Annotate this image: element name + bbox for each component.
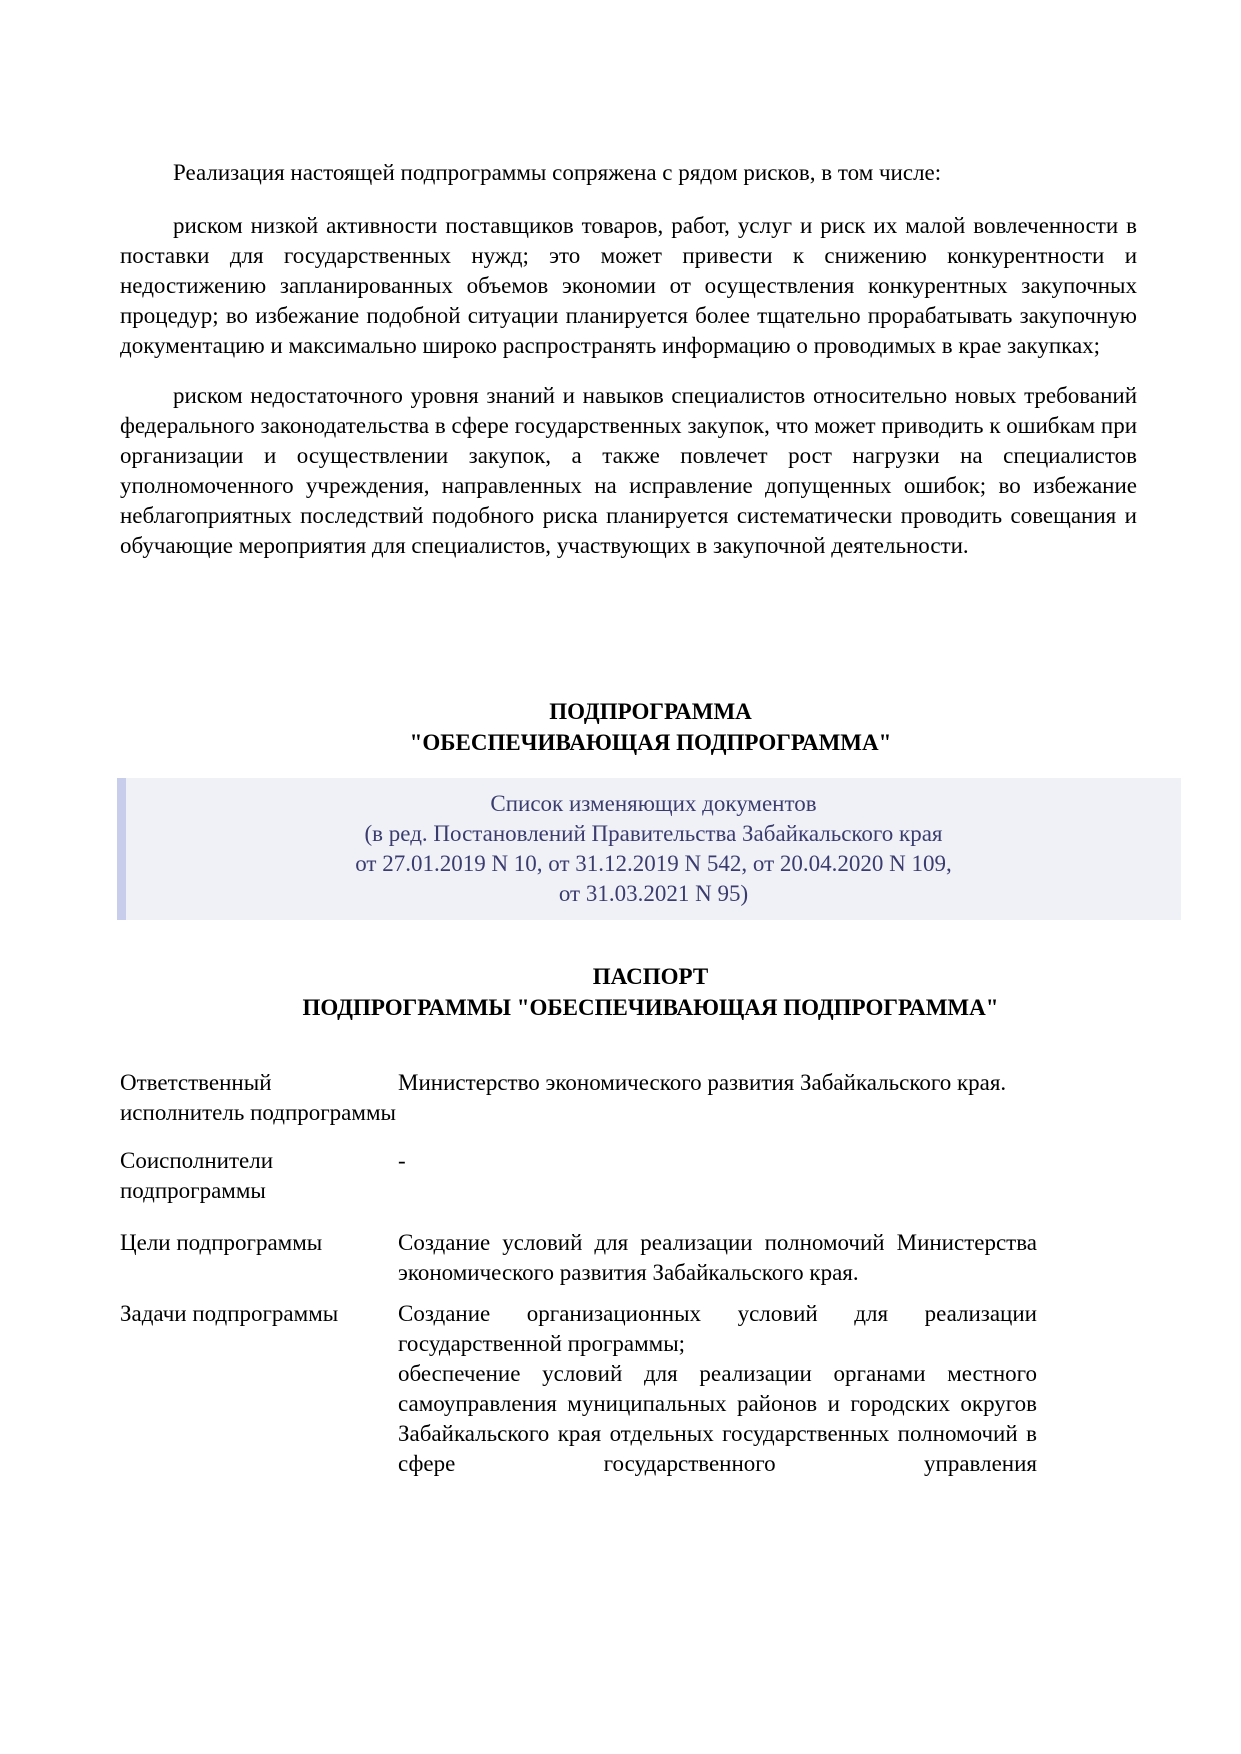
passport-row-coexecutors xyxy=(120,1146,1137,1206)
passport-row-goals xyxy=(120,1228,1137,1288)
subprogram-title xyxy=(120,696,1181,758)
subprogram-title-line2: "ОБЕСПЕЧИВАЮЩАЯ ПОДПРОГРАММА" xyxy=(409,730,892,755)
passport-row-executor xyxy=(120,1068,1137,1128)
row-label: Ответственный исполнитель подпрограммы xyxy=(120,1070,396,1125)
row-value xyxy=(398,1228,1037,1288)
subprogram-title-line1: ПОДПРОГРАММА xyxy=(549,699,752,724)
passport-row-tasks xyxy=(120,1299,1137,1479)
paragraph-risks-intro: Реализация настоящей подпрограммы сопряжена с рядом рисков, в том числе: xyxy=(173,160,942,185)
value-paragraph: Создание организационных условий для реализации государственной программы; xyxy=(398,1301,1037,1356)
passport-table xyxy=(120,1068,1137,1479)
row-value xyxy=(398,1299,1037,1479)
row-value xyxy=(398,1146,1037,1206)
value-paragraph: - xyxy=(398,1148,406,1173)
amendments-box xyxy=(117,778,1181,920)
row-label: Цели подпрограммы xyxy=(120,1230,323,1255)
amendments-line-2: (в ред. Постановлений Правительства Забайкальского края xyxy=(364,821,943,846)
amendments-line-3: от 27.01.2019 N 10, от 31.12.2019 N 542, от 20.04.2020 N 109, xyxy=(355,851,952,876)
value-paragraph: Министерство экономического развития Забайкальского края. xyxy=(398,1070,1007,1095)
passport-title xyxy=(120,961,1181,1023)
row-label: Задачи подпрограммы xyxy=(120,1301,339,1326)
value-paragraph: Создание условий для реализации полномочий Министерства экономического развития Забайкальского края. xyxy=(398,1230,1037,1285)
amendments-line-1: Список изменяющих документов xyxy=(490,791,817,816)
passport-title-line1: ПАСПОРТ xyxy=(592,964,709,989)
passport-title-line2: ПОДПРОГРАММЫ "ОБЕСПЕЧИВАЮЩАЯ ПОДПРОГРАММА" xyxy=(302,995,999,1020)
value-paragraph-continued: обеспечение условий для реализации органами местного самоуправления муниципальных районов и городских округов Забайкальского края отдельных государственных полномочий в сфере государственного управления xyxy=(398,1361,1037,1476)
row-value xyxy=(398,1068,1037,1128)
row-label: Соисполнители подпрограммы xyxy=(120,1148,274,1203)
paragraph-risk-suppliers: риском низкой активности поставщиков товаров, работ, услуг и риск их малой вовлеченности в поставки для государственных нужд; это может привести к снижению конкурентности и недостижению запланированных объемов экономии от осуществления конкурентных закупочных процедур; во избежание подобной ситуации планируется более тщательно прорабатывать закупочную документацию и максимально широко распространять информацию о проводимых в крае закупках; xyxy=(120,213,1137,358)
amendments-line-4: от 31.03.2021 N 95) xyxy=(558,881,749,906)
paragraph-risk-knowledge: риском недостаточного уровня знаний и навыков специалистов относительно новых требований федерального законодательства в сфере государственных закупок, что может приводить к ошибкам при организации и осуществлении закупок, а также повлечет рост нагрузки на специалистов уполномоченного учреждения, направленных на исправление допущенных ошибок; во избежание неблагоприятных последствий подобного риска планируется систематически проводить совещания и обучающие мероприятия для специалистов, участвующих в закупочной деятельности. xyxy=(120,383,1137,558)
